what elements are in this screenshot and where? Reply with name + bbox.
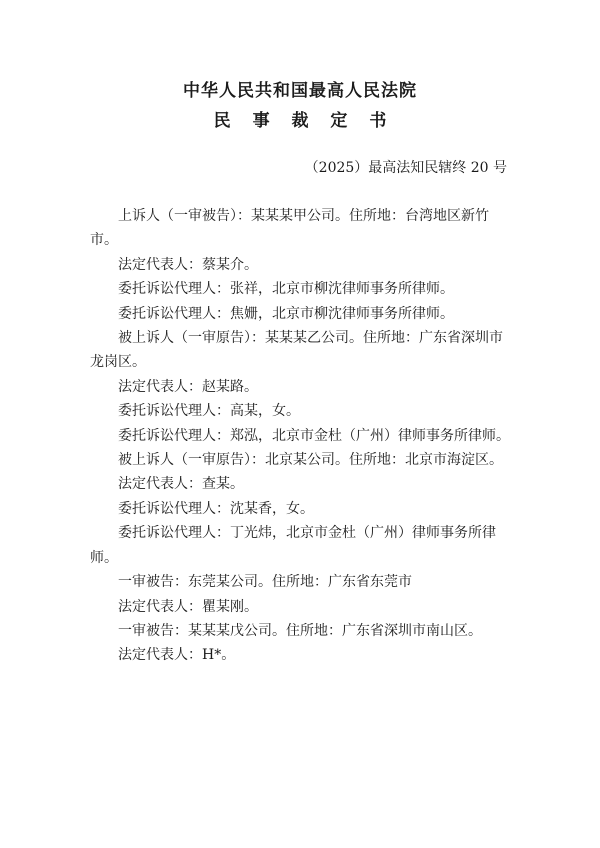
party-defendant: 一审被告：某某某戊公司。住所地：广东省深圳市南山区。 (118, 622, 482, 639)
agent: 委托诉讼代理人：高某，女。 (118, 403, 300, 420)
case-number: （2025）最高法知民辖终 20 号 (304, 160, 507, 176)
legal-representative: 法定代表人：H*。 (118, 647, 236, 664)
agent: 委托诉讼代理人：沈某香，女。 (118, 500, 314, 517)
agent: 委托诉讼代理人：丁光炜，北京市金杜（广州）律师事务所律师。 (90, 525, 496, 566)
party-defendant: 一审被告：东莞某公司。住所地：广东省东莞市 (118, 574, 412, 591)
agent: 委托诉讼代理人：郑泓，北京市金杜（广州）律师事务所律师。 (118, 427, 510, 444)
legal-representative: 法定代表人：赵某路。 (118, 378, 258, 395)
document-type-title: 民 事 裁 定 书 (213, 111, 395, 131)
party-appellee: 被上诉人（一审原告）：北京某公司。住所地：北京市海淀区。 (118, 452, 503, 469)
court-name: 中华人民共和国最高人民法院 (183, 81, 417, 101)
legal-representative: 法定代表人：查某。 (118, 476, 244, 493)
party-appellee: 被上诉人（一审原告）：某某某乙公司。住所地：广东省深圳市龙岗区。 (90, 330, 503, 371)
agent: 委托诉讼代理人：张祥，北京市柳沈律师事务所律师。 (118, 281, 454, 298)
legal-representative: 法定代表人：蔡某介。 (118, 256, 258, 273)
document-body (90, 204, 510, 668)
party-appellant: 上诉人（一审被告）：某某某甲公司。住所地：台湾地区新竹市。 (90, 208, 489, 249)
legal-representative: 法定代表人：瞿某刚。 (118, 598, 258, 615)
agent: 委托诉讼代理人：焦姗，北京市柳沈律师事务所律师。 (118, 305, 454, 322)
